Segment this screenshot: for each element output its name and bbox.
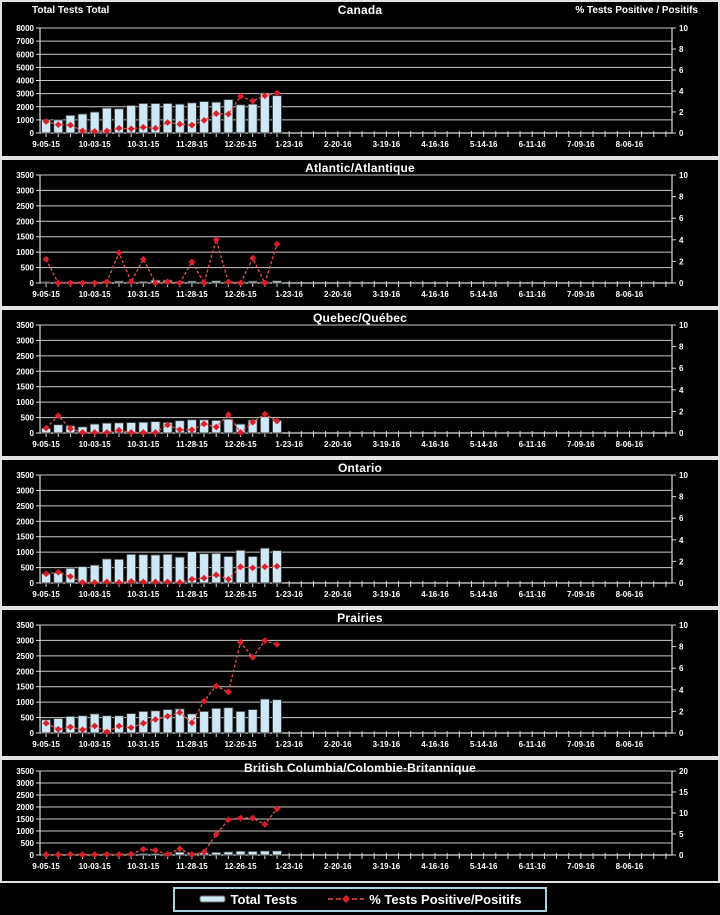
svg-text:11-28-15: 11-28-15 [176,440,208,449]
svg-text:8-06-16: 8-06-16 [615,290,644,299]
panel-title-british-columbia: British Columbia/Colombie-Britannique [243,761,477,775]
svg-text:10-03-15: 10-03-15 [78,440,111,449]
svg-text:2500: 2500 [16,501,34,511]
svg-text:10-31-15: 10-31-15 [127,590,160,599]
svg-text:4: 4 [679,685,684,695]
pct-positive-line [43,805,281,858]
svg-text:10-31-15: 10-31-15 [127,440,160,449]
right-axis-ticks [672,24,688,138]
svg-text:500: 500 [20,563,34,573]
svg-text:1-23-16: 1-23-16 [275,740,303,749]
gridlines [40,771,672,843]
svg-text:6-11-16: 6-11-16 [518,862,546,871]
right-axis-title: % Tests Positive / Positifs [575,5,698,16]
svg-text:2500: 2500 [16,351,34,361]
svg-text:3500: 3500 [16,767,34,776]
left-axis-ticks [16,471,40,588]
right-axis-ticks [672,171,688,288]
right-axis-ticks [672,767,688,860]
svg-text:11-28-15: 11-28-15 [176,140,208,149]
svg-text:10-03-15: 10-03-15 [78,290,111,299]
x-axis-ticks [29,851,666,871]
svg-text:2000: 2000 [16,217,34,227]
svg-text:4: 4 [679,87,684,96]
svg-text:6: 6 [679,364,684,374]
svg-text:10: 10 [679,809,688,818]
svg-text:6: 6 [679,514,684,524]
panel-title-prairies: Prairies [337,611,383,625]
prairies-chart [2,610,718,756]
x-axis-ticks [29,579,666,599]
svg-text:10-31-15: 10-31-15 [127,140,160,149]
svg-text:3000: 3000 [16,89,34,99]
svg-text:8: 8 [679,192,684,202]
svg-text:2500: 2500 [16,201,34,211]
canada-chart [2,2,718,156]
svg-text:10: 10 [679,24,688,33]
svg-text:0: 0 [679,729,684,738]
panel-canada [0,0,720,158]
svg-text:5-14-16: 5-14-16 [469,140,498,149]
x-axis-ticks [29,729,666,749]
svg-text:8-06-16: 8-06-16 [615,440,644,449]
svg-text:5-14-16: 5-14-16 [469,440,498,449]
svg-text:3000: 3000 [16,636,34,646]
svg-text:0: 0 [29,851,34,860]
legend-row [0,883,720,915]
svg-text:2500: 2500 [16,651,34,661]
svg-text:5-14-16: 5-14-16 [469,590,498,599]
svg-text:6: 6 [679,66,684,75]
gridlines [40,625,672,718]
svg-text:5-14-16: 5-14-16 [469,862,498,871]
svg-text:7-09-16: 7-09-16 [567,140,595,149]
svg-text:11-28-15: 11-28-15 [176,862,208,871]
axes-lines [40,771,672,855]
svg-text:3000: 3000 [16,486,34,496]
svg-text:11-28-15: 11-28-15 [176,740,208,749]
svg-text:5-14-16: 5-14-16 [469,740,498,749]
svg-text:8: 8 [679,492,684,502]
svg-text:10-03-15: 10-03-15 [78,590,111,599]
left-axis-ticks [16,621,40,738]
svg-text:12-26-15: 12-26-15 [224,440,257,449]
svg-text:2: 2 [679,557,684,567]
total-tests-bars [42,93,282,133]
svg-text:3-19-16: 3-19-16 [372,862,401,871]
svg-text:4: 4 [679,385,684,395]
svg-text:1-23-16: 1-23-16 [275,862,303,871]
pct-positive-line-icon [327,894,365,904]
svg-text:2-20-16: 2-20-16 [323,440,352,449]
british-columbia-chart [2,760,718,881]
svg-text:0: 0 [679,129,684,138]
svg-text:10-31-15: 10-31-15 [127,740,160,749]
svg-text:0: 0 [679,279,684,288]
legend-item-total-tests [199,892,298,907]
svg-text:0: 0 [679,579,684,588]
legend-label-total-tests: Total Tests [230,891,298,907]
svg-text:7000: 7000 [16,37,34,47]
svg-text:1000: 1000 [16,548,34,558]
x-axis-ticks [29,429,666,449]
svg-text:0: 0 [29,579,34,588]
svg-text:8-06-16: 8-06-16 [615,140,644,149]
svg-text:2: 2 [679,108,684,117]
svg-text:8000: 8000 [16,24,34,33]
svg-text:11-28-15: 11-28-15 [176,290,208,299]
gridlines [40,175,672,268]
total-tests-bars [42,699,282,733]
svg-text:9-05-15: 9-05-15 [32,440,60,449]
svg-text:7-09-16: 7-09-16 [567,440,595,449]
right-axis-ticks [672,321,688,438]
total-tests-bars [42,548,282,583]
svg-text:7-09-16: 7-09-16 [567,740,595,749]
svg-text:4-16-16: 4-16-16 [421,140,449,149]
panel-british-columbia [0,758,720,883]
svg-text:1500: 1500 [16,232,34,242]
svg-text:3-19-16: 3-19-16 [372,590,401,599]
svg-text:0: 0 [29,729,34,738]
svg-text:10-31-15: 10-31-15 [127,862,160,871]
svg-text:500: 500 [20,413,34,423]
gridlines [40,325,672,418]
svg-text:7-09-16: 7-09-16 [567,590,595,599]
svg-text:6-11-16: 6-11-16 [518,590,546,599]
svg-text:8: 8 [679,45,684,54]
svg-text:7-09-16: 7-09-16 [567,290,595,299]
left-axis-title: Total Tests Total [32,5,110,16]
svg-text:9-05-15: 9-05-15 [32,290,60,299]
svg-text:1-23-16: 1-23-16 [275,290,303,299]
svg-text:3000: 3000 [16,336,34,346]
svg-text:12-26-15: 12-26-15 [224,140,257,149]
svg-text:1000: 1000 [16,115,34,125]
svg-text:10: 10 [679,321,688,330]
svg-text:2: 2 [679,257,684,267]
svg-text:8: 8 [679,342,684,352]
svg-text:12-26-15: 12-26-15 [224,290,257,299]
axes-lines [40,175,672,283]
svg-text:20: 20 [679,767,688,776]
svg-text:3500: 3500 [16,321,34,330]
svg-text:2-20-16: 2-20-16 [323,590,352,599]
gridlines [40,475,672,568]
svg-text:1-23-16: 1-23-16 [275,440,303,449]
svg-text:6: 6 [679,664,684,674]
svg-text:8-06-16: 8-06-16 [615,740,644,749]
svg-text:3500: 3500 [16,471,34,480]
svg-text:0: 0 [29,129,34,138]
svg-text:9-05-15: 9-05-15 [32,140,60,149]
svg-text:3000: 3000 [16,779,34,788]
svg-text:10-03-15: 10-03-15 [78,862,111,871]
right-axis-ticks [672,471,688,588]
svg-text:3-19-16: 3-19-16 [372,140,401,149]
panel-title-ontario: Ontario [337,461,383,475]
svg-text:10: 10 [679,621,688,630]
svg-text:10-31-15: 10-31-15 [127,290,160,299]
svg-text:2000: 2000 [16,667,34,677]
atlantic-chart [2,160,718,306]
svg-text:0: 0 [29,279,34,288]
svg-text:4000: 4000 [16,76,34,86]
svg-text:3500: 3500 [16,171,34,180]
svg-text:2000: 2000 [16,517,34,527]
svg-text:1000: 1000 [16,827,34,836]
svg-text:500: 500 [20,713,34,723]
left-axis-ticks [16,171,40,288]
svg-text:3000: 3000 [16,186,34,196]
svg-text:6-11-16: 6-11-16 [518,290,546,299]
quebec-chart [2,310,718,456]
svg-text:6-11-16: 6-11-16 [518,740,546,749]
svg-text:5: 5 [679,830,684,839]
svg-text:10: 10 [679,471,688,480]
x-axis-ticks [29,129,666,149]
svg-text:11-28-15: 11-28-15 [176,590,208,599]
svg-text:4-16-16: 4-16-16 [421,862,449,871]
svg-text:1-23-16: 1-23-16 [275,590,303,599]
svg-text:6: 6 [679,214,684,224]
svg-text:2-20-16: 2-20-16 [323,740,352,749]
svg-text:500: 500 [20,839,34,848]
left-axis-ticks [16,767,40,860]
svg-text:12-26-15: 12-26-15 [224,590,257,599]
svg-text:2500: 2500 [16,791,34,800]
right-axis-ticks [672,621,688,738]
svg-text:9-05-15: 9-05-15 [32,740,60,749]
svg-text:3500: 3500 [16,621,34,630]
panel-ontario [0,458,720,608]
svg-text:4: 4 [679,535,684,545]
svg-text:1500: 1500 [16,532,34,542]
panel-atlantic [0,158,720,308]
svg-text:4: 4 [679,235,684,245]
svg-text:0: 0 [679,429,684,438]
svg-text:10-03-15: 10-03-15 [78,740,111,749]
axes-lines [40,325,672,433]
svg-text:6-11-16: 6-11-16 [518,440,546,449]
svg-text:2000: 2000 [16,803,34,812]
svg-text:12-26-15: 12-26-15 [224,862,257,871]
svg-text:10-03-15: 10-03-15 [78,140,111,149]
svg-text:2: 2 [679,707,684,717]
svg-text:1-23-16: 1-23-16 [275,140,303,149]
svg-text:4-16-16: 4-16-16 [421,440,449,449]
panel-prairies [0,608,720,758]
x-axis-ticks [29,279,666,299]
svg-text:8-06-16: 8-06-16 [615,590,644,599]
panel-quebec [0,308,720,458]
svg-text:4-16-16: 4-16-16 [421,740,449,749]
total-tests-bar-icon [199,894,227,904]
svg-text:10: 10 [679,171,688,180]
left-axis-ticks [16,24,40,138]
svg-text:8: 8 [679,642,684,652]
svg-text:4-16-16: 4-16-16 [421,290,449,299]
svg-text:6000: 6000 [16,50,34,60]
svg-text:1500: 1500 [16,815,34,824]
svg-text:8-06-16: 8-06-16 [615,862,644,871]
svg-text:15: 15 [679,788,688,797]
svg-text:5-14-16: 5-14-16 [469,290,498,299]
legend-box [173,887,548,912]
svg-text:2-20-16: 2-20-16 [323,290,352,299]
svg-text:1000: 1000 [16,398,34,408]
svg-text:500: 500 [20,263,34,273]
svg-text:0: 0 [29,429,34,438]
pct-positive-line [43,236,281,286]
svg-text:3-19-16: 3-19-16 [372,440,401,449]
svg-text:7-09-16: 7-09-16 [567,862,595,871]
svg-text:6-11-16: 6-11-16 [518,140,546,149]
panel-title-quebec: Quebec/Québec [313,311,407,325]
svg-text:12-26-15: 12-26-15 [224,740,257,749]
svg-text:3-19-16: 3-19-16 [372,740,401,749]
svg-text:2: 2 [679,407,684,417]
panel-title-canada: Canada [337,3,383,17]
svg-text:1000: 1000 [16,248,34,258]
legend-item-pct-positive [327,892,521,907]
svg-text:4-16-16: 4-16-16 [421,590,449,599]
svg-text:2-20-16: 2-20-16 [323,862,352,871]
svg-text:9-05-15: 9-05-15 [32,590,60,599]
ontario-chart [2,460,718,606]
legend-label-pct-positive: % Tests Positive/Positifs [369,891,522,907]
svg-text:9-05-15: 9-05-15 [32,862,60,871]
svg-text:2000: 2000 [16,102,34,112]
svg-text:5000: 5000 [16,63,34,73]
svg-text:1000: 1000 [16,698,34,708]
svg-text:2-20-16: 2-20-16 [323,140,352,149]
svg-text:1500: 1500 [16,382,34,392]
panel-title-atlantic: Atlantic/Atlantique [305,161,415,175]
svg-text:1500: 1500 [16,682,34,692]
svg-text:2000: 2000 [16,367,34,377]
left-axis-ticks [16,321,40,438]
svg-text:3-19-16: 3-19-16 [372,290,401,299]
svg-text:0: 0 [679,851,684,860]
